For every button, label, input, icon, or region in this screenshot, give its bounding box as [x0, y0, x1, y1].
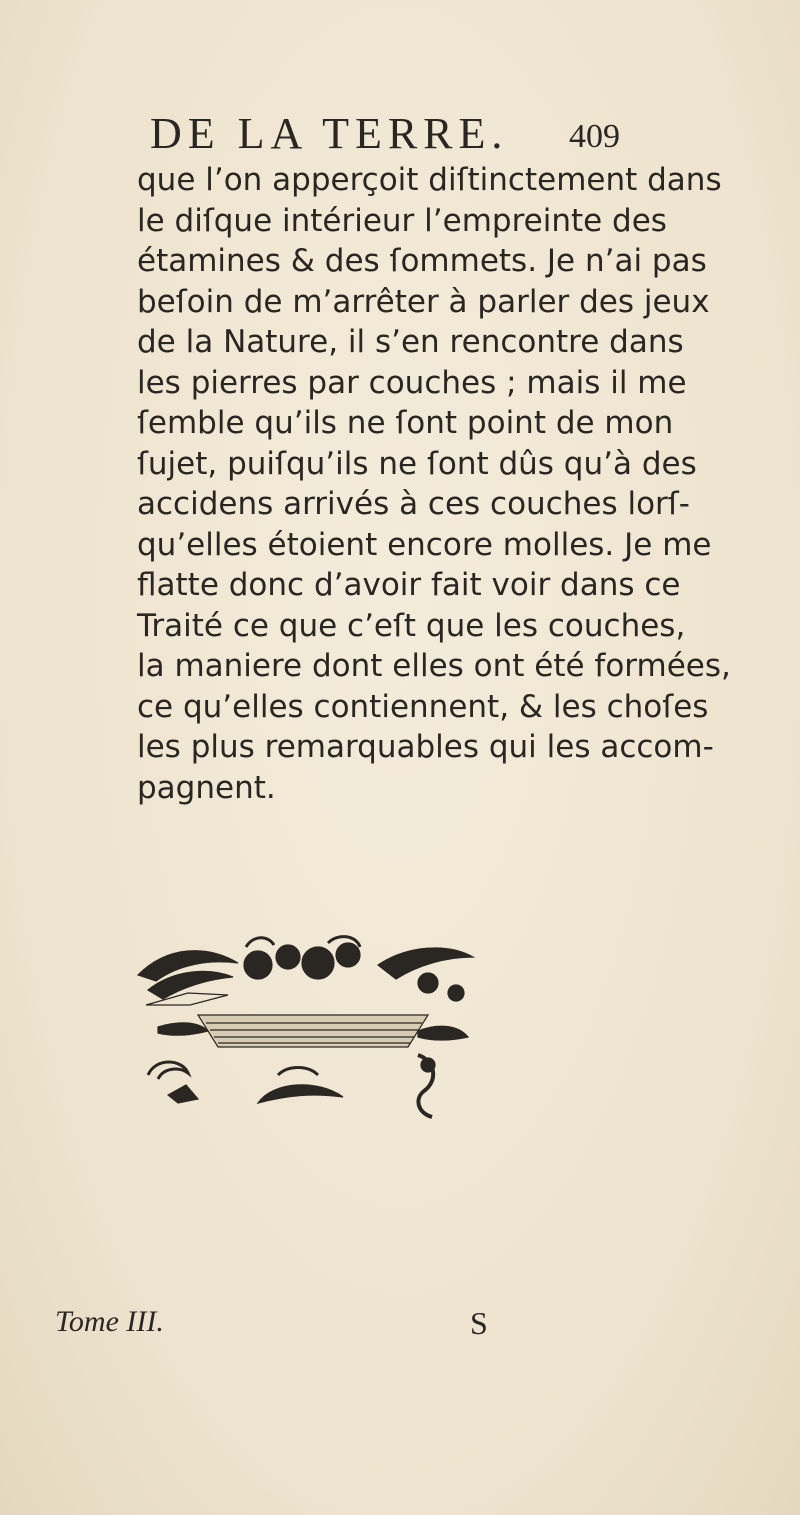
text-line: ſujet, puiſqu’ils ne ſont dûs qu’à des [137, 445, 697, 482]
signature-mark: Tome III. [55, 1305, 164, 1338]
text-line: étamines & des ſommets. Je n’ai pas [137, 243, 707, 279]
text-line: les plus remarquables qui les accom- [137, 729, 714, 765]
body-text [137, 160, 731, 808]
text-line: pagnent. [137, 769, 276, 806]
gathering-mark: S [470, 1305, 488, 1341]
text-line: ce qu’elles contiennent, & les choſes [137, 688, 709, 725]
floral-basket-vignette-icon [128, 935, 488, 1125]
text-line: accidens arrivés à ces couches lorſ- [137, 486, 690, 522]
page-number: 409 [569, 118, 620, 155]
text-line: de la Nature, il s’en rencontre dans [137, 324, 684, 360]
text-line: les pierres par couches ; mais il me [137, 364, 687, 401]
text-line: beſoin de m’arrêter à parler des jeux [137, 283, 710, 320]
page-header [150, 108, 620, 158]
text-line: que l’on apperçoit diſtinctement dans [137, 162, 722, 198]
text-line: ſemble qu’ils ne ſont point de mon [137, 405, 674, 441]
text-line: le diſque intérieur l’empreinte des [137, 202, 667, 239]
text-line: flatte donc d’avoir fait voir dans ce [137, 567, 681, 603]
text-line: Traité ce que c’eſt que les couches, [137, 607, 686, 644]
text-line: qu’elles étoient encore molles. Je me [137, 526, 712, 563]
text-line: la maniere dont elles ont été formées, [137, 648, 731, 684]
running-title: DE LA TERRE. [150, 109, 509, 158]
